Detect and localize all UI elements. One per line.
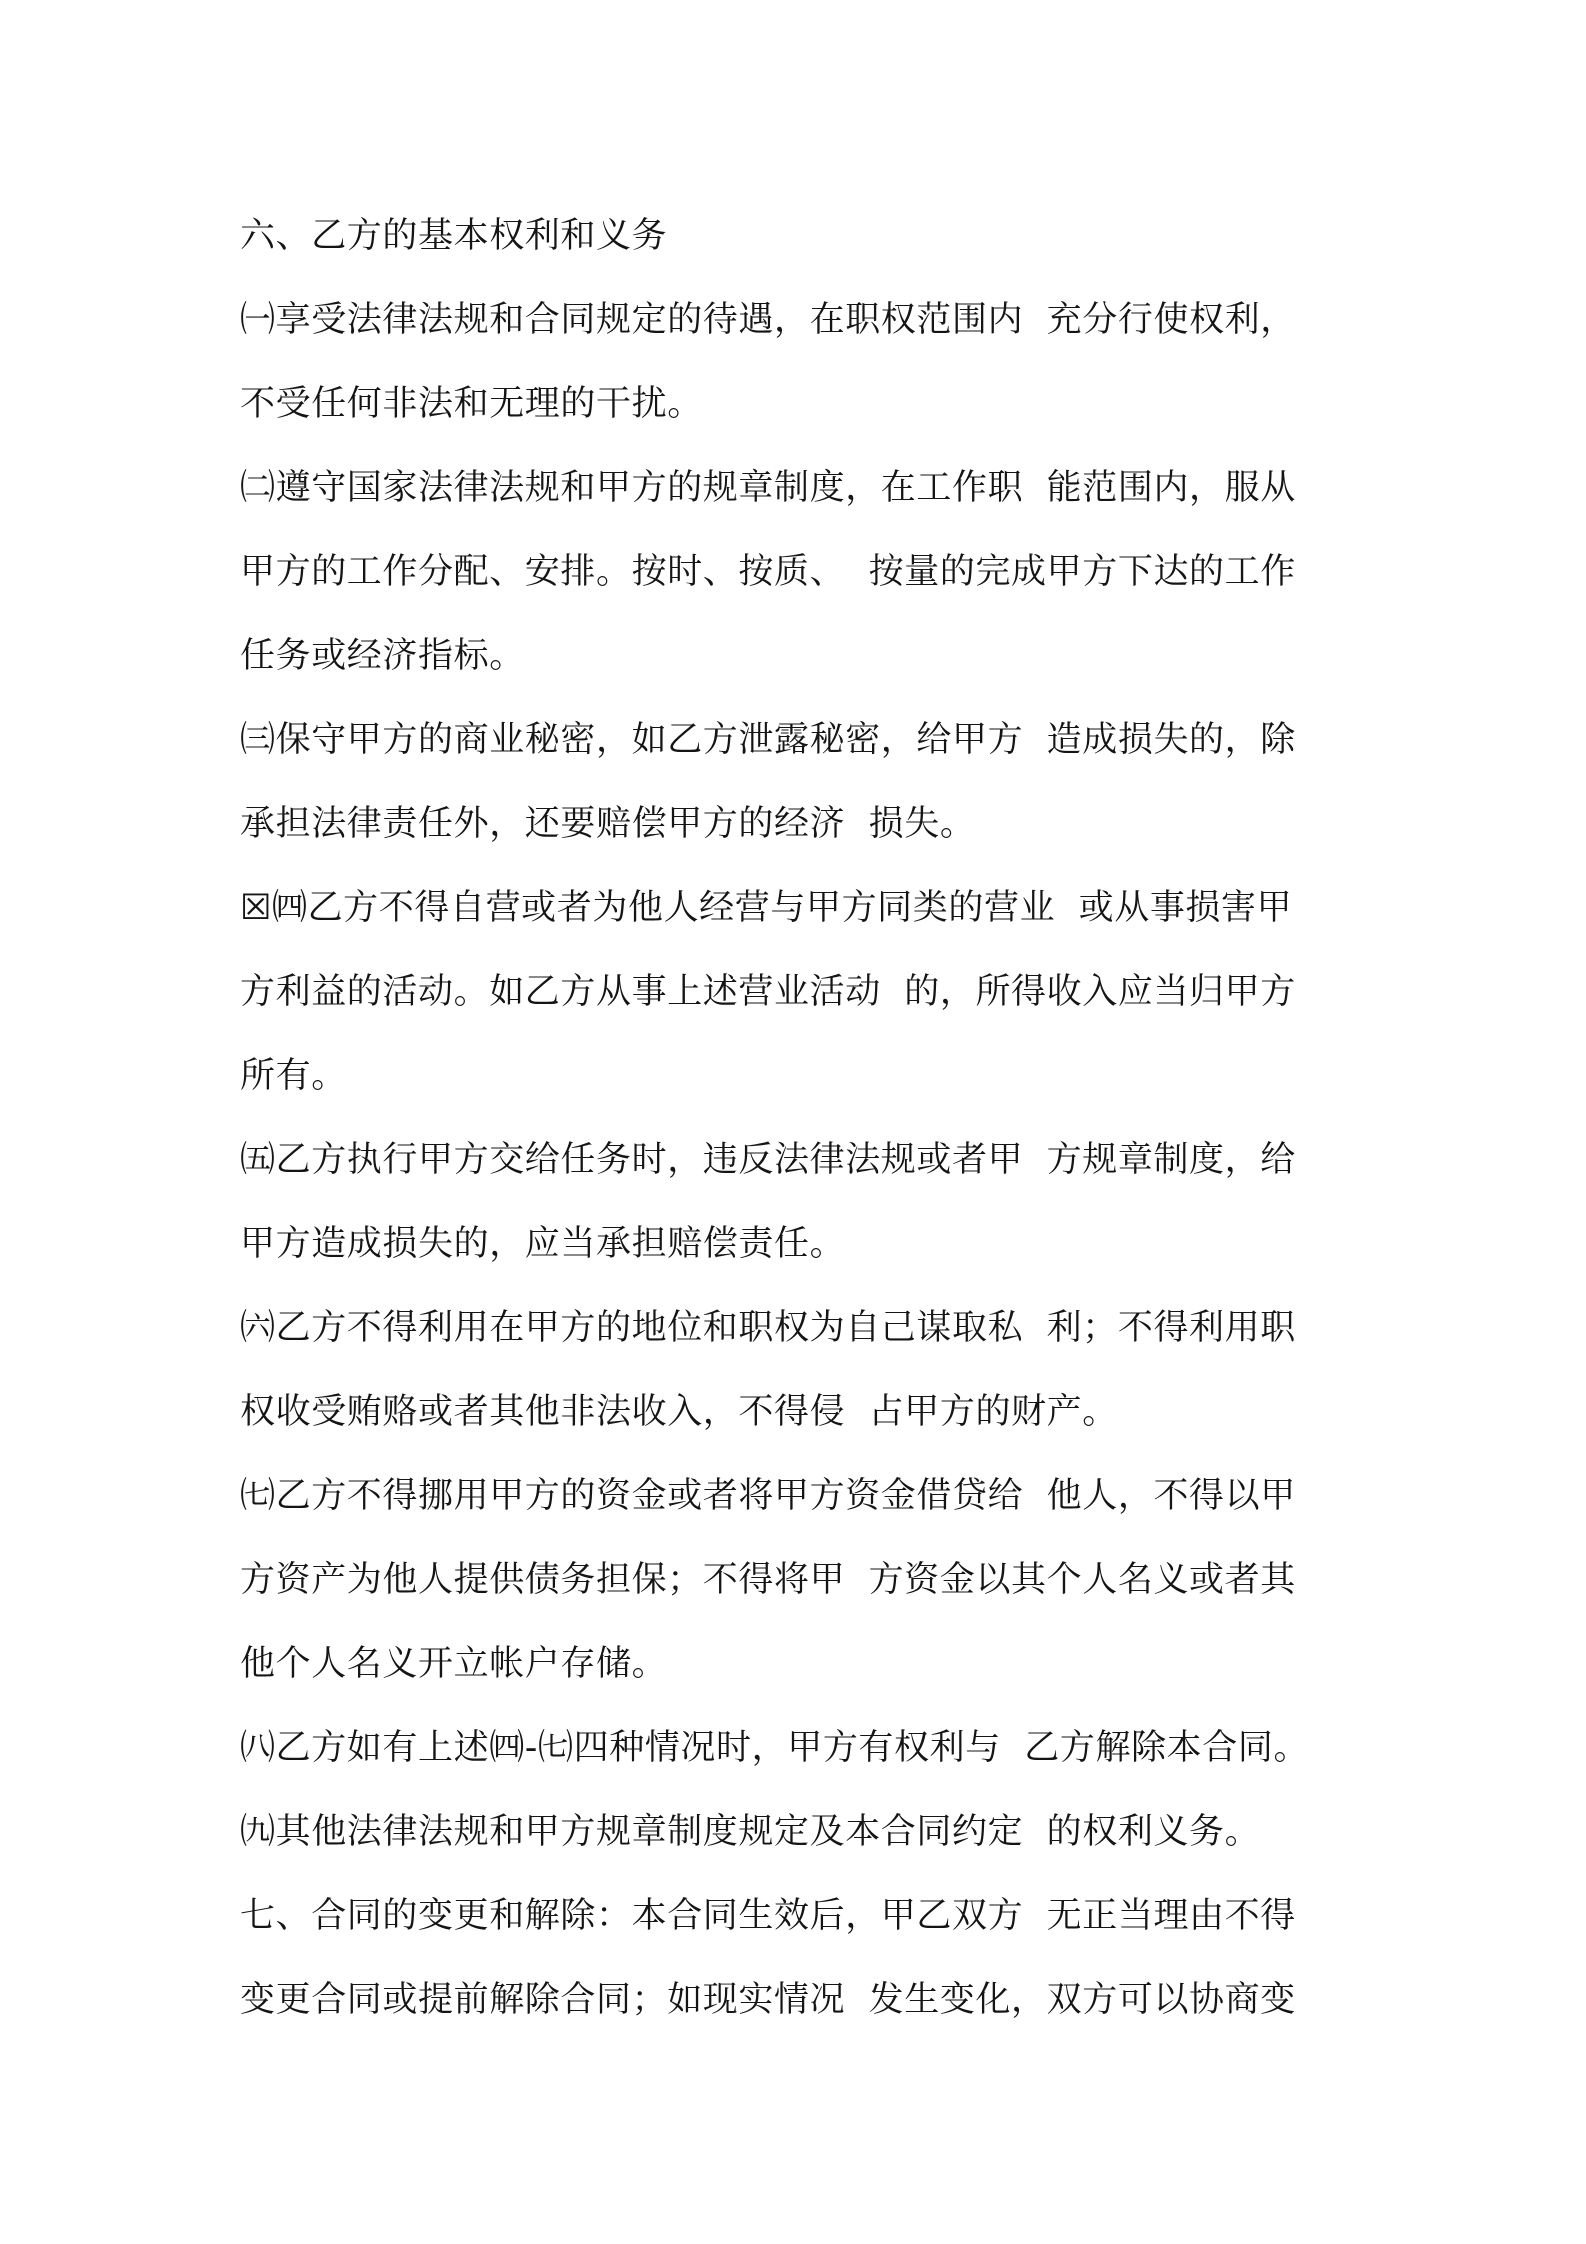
clause-6-line-1: ㈥乙方不得利用在甲方的地位和职权为自己谋取私 利；不得利用职 xyxy=(240,1308,1296,1348)
clause-2-line-2: 甲方的工作分配、安排。按时、按质、 按量的完成甲方下达的工作 xyxy=(240,552,1296,592)
clause-6-line-2: 权收受贿赂或者其他非法收入，不得侵 占甲方的财产。 xyxy=(240,1392,1118,1432)
clause-1-line-2: 不受任何非法和无理的干扰。 xyxy=(240,384,703,424)
clause-4-line-2: 方利益的活动。如乙方从事上述营业活动 的，所得收入应当归甲方 xyxy=(240,972,1296,1012)
clause-4-line-1: ☒㈣乙方不得自营或者为他人经营与甲方同类的营业 或从事损害甲 xyxy=(240,888,1293,928)
section-7-line-2: 变更合同或提前解除合同；如现实情况 发生变化，双方可以协商变 xyxy=(240,1980,1296,2020)
clause-7-line-1: ㈦乙方不得挪用甲方的资金或者将甲方资金借贷给 他人，不得以甲 xyxy=(240,1476,1296,1516)
section-heading: 六、乙方的基本权利和义务 xyxy=(240,216,668,256)
clause-8-line-1: ㈧乙方如有上述㈣-㈦四种情况时，甲方有权利与 乙方解除本合同。 xyxy=(240,1728,1310,1768)
clause-2-line-3: 任务或经济指标。 xyxy=(240,636,525,676)
section-7-line-1: 七、合同的变更和解除：本合同生效后，甲乙双方 无正当理由不得 xyxy=(240,1896,1296,1936)
clause-5-line-2: 甲方造成损失的，应当承担赔偿责任。 xyxy=(240,1224,846,1264)
clause-2-line-1: ㈡遵守国家法律法规和甲方的规章制度，在工作职 能范围内，服从 xyxy=(240,468,1296,508)
clause-5-line-1: ㈤乙方执行甲方交给任务时，违反法律法规或者甲 方规章制度，给 xyxy=(240,1140,1296,1180)
clause-4-line-3: 所有。 xyxy=(240,1056,347,1096)
clause-7-line-2: 方资产为他人提供债务担保；不得将甲 方资金以其个人名义或者其 xyxy=(240,1560,1296,1600)
clause-1-line-1: ㈠享受法律法规和合同规定的待遇，在职权范围内 充分行使权利， xyxy=(240,300,1296,340)
clause-9-line-1: ㈨其他法律法规和甲方规章制度规定及本合同约定 的权利义务。 xyxy=(240,1812,1261,1852)
clause-3-line-1: ㈢保守甲方的商业秘密，如乙方泄露秘密，给甲方 造成损失的，除 xyxy=(240,720,1296,760)
clause-7-line-3: 他个人名义开立帐户存储。 xyxy=(240,1644,668,1684)
clause-3-line-2: 承担法律责任外，还要赔偿甲方的经济 损失。 xyxy=(240,804,976,844)
contract-body xyxy=(240,194,1360,2042)
